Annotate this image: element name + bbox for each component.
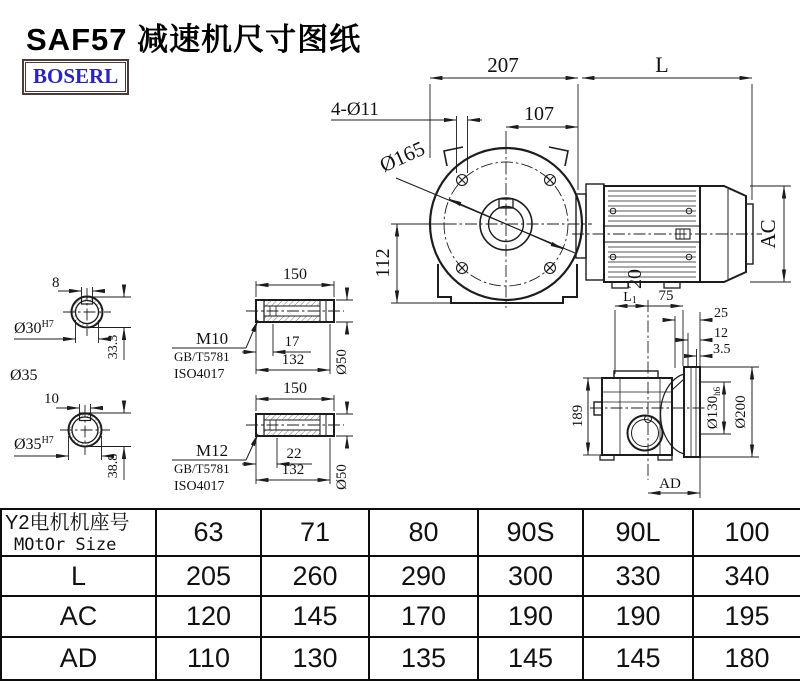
spec-cell: 135	[369, 637, 478, 680]
dim-33-3: 33.3	[106, 334, 121, 360]
spec-cell: 145	[478, 637, 583, 680]
dim-20: 20	[624, 269, 646, 289]
label-iso4017-2: ISO4017	[174, 479, 225, 494]
dim-75: 75	[658, 288, 674, 304]
table-row-L	[1, 556, 800, 596]
spec-cell: 190	[583, 596, 693, 637]
spec-cell: 120	[156, 596, 261, 637]
spec-cell: 110	[156, 637, 261, 680]
dim-O200: Ø200	[733, 395, 749, 429]
dim-O30H7: $Ø30^{H7}$	[14, 319, 54, 337]
label-iso4017-1: ISO4017	[174, 367, 225, 382]
dim-O50-1: Ø50	[334, 349, 350, 375]
table-row-AC	[1, 596, 800, 637]
shaft-section-35	[14, 391, 131, 480]
spec-cell: 260	[261, 556, 369, 596]
dim-150-1: 150	[283, 266, 307, 283]
dim-L1: L1	[623, 290, 637, 306]
table-row-AD	[1, 637, 800, 680]
spec-cell: 195	[693, 596, 800, 637]
size-col-header: 90L	[583, 509, 693, 556]
hollow-shaft-m10	[172, 266, 353, 382]
spec-cell: 330	[583, 556, 693, 596]
row-label: AC	[1, 596, 156, 637]
row-label: L	[1, 556, 156, 596]
dim-keyway8: 8	[52, 275, 60, 291]
motor-size-header-cell	[1, 509, 156, 556]
dim-112: 112	[372, 248, 394, 278]
dim-189: 189	[570, 404, 586, 428]
shaft-section-30	[10, 275, 131, 384]
dim-150-2: 150	[283, 380, 307, 397]
spec-cell: 190	[478, 596, 583, 637]
row-label: AD	[1, 637, 156, 680]
page-title: SAF57 减速机尺寸图纸	[26, 22, 362, 57]
dim-O50-2: Ø50	[334, 464, 350, 490]
dim-132-1: 132	[281, 352, 305, 368]
brand-logo: BOSERL	[25, 62, 126, 92]
spec-cell: 145	[261, 596, 369, 637]
dim-AD: AD	[659, 476, 681, 492]
dim-4xO11: 4-Ø11	[331, 99, 379, 120]
spec-cell: 340	[693, 556, 800, 596]
label-M10: M10	[196, 329, 229, 348]
spec-cell: 130	[261, 637, 369, 680]
hollow-shaft-m12	[172, 380, 353, 494]
size-col-header: 100	[693, 509, 800, 556]
flange-side-view	[570, 288, 759, 498]
dim-132-2: 132	[281, 462, 305, 478]
dim-O35H7: $Ø35^{H7}$	[14, 435, 54, 453]
dim-3-5: 3.5	[713, 342, 731, 357]
dim-22: 22	[286, 446, 302, 462]
dim-bolt-circle: Ø165	[375, 136, 429, 178]
spec-cell: 145	[583, 637, 693, 680]
dim-107: 107	[524, 103, 554, 125]
dim-207: 207	[487, 53, 519, 77]
label-M12: M12	[196, 441, 229, 460]
dim-25: 25	[714, 306, 728, 321]
spec-cell: 170	[369, 596, 478, 637]
dim-17: 17	[284, 334, 300, 350]
size-col-header: 90S	[478, 509, 583, 556]
spec-cell: 290	[369, 556, 478, 596]
motor-size-table	[0, 508, 800, 681]
motor-size-label-en: MOtOr Size	[14, 534, 117, 555]
spec-cell: 205	[156, 556, 261, 596]
front-view	[331, 52, 752, 308]
dim-38-8: 38.8	[106, 453, 121, 479]
size-col-header: 80	[369, 509, 478, 556]
motor-side-view	[572, 184, 791, 288]
label-gbt5781-1: GB/T5781	[174, 349, 230, 364]
size-col-header: 63	[156, 509, 261, 556]
spec-cell: 180	[693, 637, 800, 680]
dim-keyway10: 10	[44, 391, 59, 407]
dim-12: 12	[714, 326, 728, 341]
size-col-header: 71	[261, 509, 369, 556]
spec-cell: 300	[478, 556, 583, 596]
motor-size-label-cn: Y2电机机座号	[5, 511, 130, 534]
dim-AC: AC	[756, 219, 780, 249]
label-gbt5781-2: GB/T5781	[174, 461, 230, 476]
dim-L: L	[655, 52, 669, 77]
dim-O130: $Ø130_{h6}$	[705, 386, 722, 430]
note-O35: Ø35	[10, 367, 38, 384]
